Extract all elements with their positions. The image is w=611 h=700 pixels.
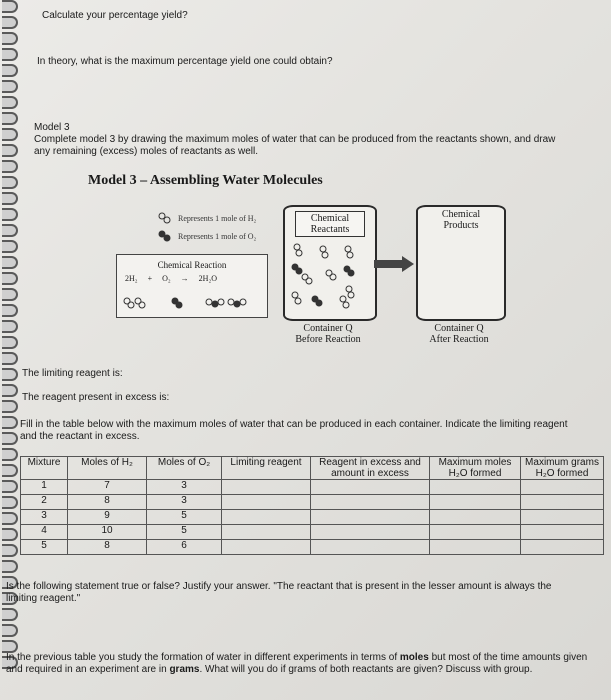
cell-max-moles[interactable]	[430, 540, 521, 555]
final-q-mid: but most of the time amounts given and required in an experiment are in	[6, 652, 588, 675]
cell-mixture: 5	[21, 540, 68, 555]
legend-o2-row	[158, 230, 256, 242]
final-q-grams: grams	[169, 664, 200, 675]
reaction-equation	[125, 274, 267, 283]
cell-limiting-reagent[interactable]	[222, 540, 311, 555]
cell-max-grams[interactable]	[521, 540, 604, 555]
legend-h2-row	[158, 212, 256, 224]
final-q-moles: moles	[399, 652, 429, 663]
limiting-reagent-prompt: The limiting reagent is:	[22, 368, 123, 379]
reaction-molecules-drawing	[117, 293, 267, 315]
model-label: Model 3	[34, 122, 70, 133]
true-false-question: Is the following statement true or false? Justify your answer. "The reactant that is present in the lesser amount is always the limiting reagent."	[6, 581, 552, 604]
cell-mixture: 2	[21, 495, 68, 510]
question-max-yield: In theory, what is the maximum percentage yield one could obtain?	[37, 56, 333, 67]
products-label: Chemical Products	[441, 209, 481, 231]
cell-moles-h2: 7	[68, 480, 147, 495]
table-row	[21, 525, 604, 540]
legend-o2-label: Represents 1 mole of O₂	[178, 231, 257, 241]
cell-max-grams[interactable]	[521, 510, 604, 525]
model-title: Model 3 – Assembling Water Molecules	[88, 173, 323, 188]
cell-moles-h2: 10	[68, 525, 147, 540]
cell-max-moles[interactable]	[430, 495, 521, 510]
cell-max-moles[interactable]	[430, 510, 521, 525]
cell-max-moles[interactable]	[430, 525, 521, 540]
container-before-reaction	[283, 205, 377, 321]
final-q-pre: In the previous table you study the formation of water in different experiments in terms of	[6, 652, 400, 663]
grams-discussion-question	[6, 652, 606, 676]
model-instructions: Complete model 3 by drawing the maximum moles of water that can be produced from the reactants shown, and draw any remaining (excess) moles of reactants as well.	[34, 134, 556, 157]
final-q-post: . What will you do if grams of both reactants are given? Discuss with group.	[199, 664, 533, 675]
container-after-reaction	[416, 205, 506, 321]
plus-sign: +	[147, 274, 153, 283]
cell-reagent-excess[interactable]	[311, 480, 430, 495]
cell-moles-o2: 3	[147, 480, 222, 495]
legend	[158, 212, 256, 242]
cell-limiting-reagent[interactable]	[222, 525, 311, 540]
cell-limiting-reagent[interactable]	[222, 495, 311, 510]
reaction-arrow-icon	[374, 256, 414, 272]
reaction-arrow: →	[180, 274, 189, 283]
cell-reagent-excess[interactable]	[311, 495, 430, 510]
cell-moles-o2: 3	[147, 495, 222, 510]
header-mixture: Mixture	[21, 457, 68, 480]
table-instructions: Fill in the table below with the maximum moles of water that can be produced in each container. Indicate the limiting reagent and the reactant in excess.	[20, 419, 568, 442]
chemical-reaction-box	[116, 254, 268, 318]
header-max-moles: Maximum moles H₂O formed	[430, 457, 521, 480]
table-header-row	[21, 457, 604, 480]
product-water: 2H₂O	[198, 274, 218, 283]
cell-reagent-excess[interactable]	[311, 525, 430, 540]
results-table	[20, 456, 604, 555]
table-row	[21, 540, 604, 555]
after-caption: Container Q After Reaction	[429, 323, 489, 345]
reactants-label: Chemical Reactants	[295, 211, 365, 237]
cell-mixture: 1	[21, 480, 68, 495]
o2-molecule-icon	[158, 230, 172, 242]
header-moles-h2: Moles of H₂	[68, 457, 147, 480]
before-caption: Container Q Before Reaction	[295, 323, 361, 345]
cell-mixture: 4	[21, 525, 68, 540]
cell-max-moles[interactable]	[430, 480, 521, 495]
table-row	[21, 495, 604, 510]
excess-reagent-prompt: The reagent present in excess is:	[22, 392, 170, 403]
cell-moles-h2: 9	[68, 510, 147, 525]
header-max-grams: Maximum grams H₂O formed	[521, 457, 604, 480]
header-reagent-excess: Reagent in excess and amount in excess	[311, 457, 430, 480]
reaction-title: Chemical Reaction	[157, 260, 227, 270]
cell-max-grams[interactable]	[521, 480, 604, 495]
cell-moles-h2: 8	[68, 540, 147, 555]
question-percentage-yield: Calculate your percentage yield?	[42, 10, 188, 21]
cell-max-grams[interactable]	[521, 495, 604, 510]
reactant-o2: O₂	[162, 274, 171, 283]
cell-max-grams[interactable]	[521, 525, 604, 540]
reactant-molecules	[285, 237, 375, 317]
spiral-binding	[0, 0, 18, 520]
cell-mixture: 3	[21, 510, 68, 525]
table-row	[21, 480, 604, 495]
header-moles-o2: Moles of O₂	[147, 457, 222, 480]
cell-moles-o2: 5	[147, 510, 222, 525]
table-row	[21, 510, 604, 525]
reactant-h2: 2H₂	[125, 274, 138, 283]
cell-reagent-excess[interactable]	[311, 510, 430, 525]
cell-reagent-excess[interactable]	[311, 540, 430, 555]
h2-molecule-icon	[158, 212, 172, 224]
legend-h2-label: Represents 1 mole of H₂	[178, 213, 257, 223]
cell-moles-o2: 5	[147, 525, 222, 540]
cell-moles-h2: 8	[68, 495, 147, 510]
cell-moles-o2: 6	[147, 540, 222, 555]
cell-limiting-reagent[interactable]	[222, 480, 311, 495]
header-limiting-reagent: Limiting reagent	[222, 457, 311, 480]
cell-limiting-reagent[interactable]	[222, 510, 311, 525]
